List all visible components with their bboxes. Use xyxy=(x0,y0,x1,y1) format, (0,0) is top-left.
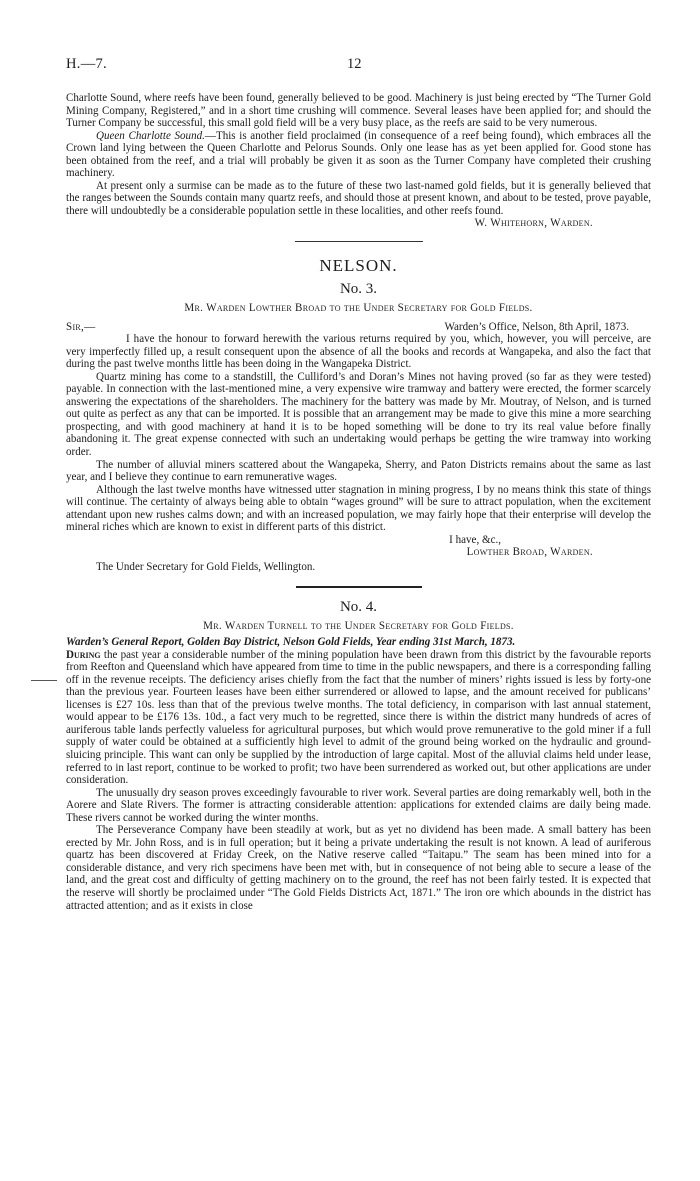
no4-section xyxy=(66,598,651,913)
closing: I have, &c., xyxy=(449,533,501,546)
paragraph: The unusually dry season proves exceedingly favourable to river work. Several parties are doing remarkably well, both in the Aorere and Slate Rivers. The former is attracting considerable attention: applications for extended claims are daily being made. These rivers cannot be worked during the winter months. xyxy=(66,786,651,824)
paragraph: I have the honour to forward herewith the various returns required by you, which, however, you will perceive, are very imperfectly filled up, a result consequent upon the absence of all the books and records at Wangapeka, and also the fact that during the past twelve months little has been doing in the Wangapeka District. xyxy=(66,333,651,371)
page-header xyxy=(66,58,651,92)
margin-mark xyxy=(31,680,57,681)
intro-section xyxy=(66,92,651,230)
section-divider xyxy=(296,586,422,588)
paragraph: At present only a surmise can be made as to the future of these two last-named gold fields, but it is generally believed that the ranges between the Sounds contain many quartz reefs, and should those at present known, and about to be tested, prove payable, there will undoubtedly be a considerable population settle in these localities, and other reefs found. xyxy=(66,179,651,217)
paragraph: Although the last twelve months have witnessed utter stagnation in mining progress, I by no means think this state of things will continue. The certainty of always being able to obtain “wages ground” will be sure to attract population, when the excitement attendant upon new rushes calms down; and with an increased population, we may fairly hope that their enterprise will develop the mineral riches which are known to exist in different parts of this district. xyxy=(66,483,651,534)
report-title: Warden’s General Report, Golden Bay District, Nelson Gold Fields, Year ending 31st March, 1873. xyxy=(66,636,516,649)
salutation: Sir,— xyxy=(66,320,96,333)
office-date: Warden’s Office, Nelson, 8th April, 1873. xyxy=(444,320,629,333)
addressee: The Under Secretary for Gold Fields, Wellington. xyxy=(96,560,316,573)
lead-word: During xyxy=(66,648,101,661)
section-title: NELSON. xyxy=(319,256,398,276)
letter-heading xyxy=(66,321,651,334)
paragraph: The Perseverance Company have been steadily at work, but as yet no dividend has been made. A small battery has been erected by Mr. John Ross, and is in full operation; but it being a private undertaking the result is not known. A lead of auriferous quartz has been discovered at Friday Creek, on the Native reserve called “Taitapu.” The seam has been mined into for a considerable distance, and very rich specimens have been met with, but in consequence of not being able to secure a lease of the land, and the great cost and difficulty of getting machinery on to the ground, the reef has not been fairly tested. It is expected that the reserve will shortly be proclaimed under “The Gold Fields Districts Act, 1871.” The iron ore which abounds in the district has attracted attention; and as it exists in close xyxy=(66,824,651,912)
letter-route: Mr. Warden Lowther Broad to the Under Secretary for Gold Fields. xyxy=(184,302,533,315)
nelson-section xyxy=(66,256,651,573)
paragraph xyxy=(66,130,651,180)
paragraph: Charlotte Sound, where reefs have been found, generally believed to be good. Machinery is just being erected by “The Turner Gold Mining Company, Registered,” and in a short time crushing will commence. Several leases have been applied for; and should the Turner Company be successful, this small gold field will be a very busy place, as the reefs are said to be very numerous. xyxy=(66,92,651,130)
signature: Lowther Broad, Warden. xyxy=(466,546,593,559)
document-reference: H.—7. xyxy=(66,56,107,72)
page-number: 12 xyxy=(347,56,362,72)
section-number: No. 4. xyxy=(339,598,378,615)
paragraph: Quartz mining has come to a standstill, the Culliford’s and Doran’s Mines not having proved (so far as they were tested) payable. In connection with the last-mentioned mine, a very expensive wire tramway and battery were erected, the former scarcely answering the expectations of the shareholders. The machinery for the battery was made by Mr. Moutray, of Nelson, and is turned out quite as perfect as any that can be imported. It is possible that an arrangement may be made to give this mine a more searching prospecting, and with good machinery at hand it is to be hoped something will be done to try its real value before finally abandoning it. The great expense connected with such an undertaking would perhaps be getting the wire tramway into working order. xyxy=(66,370,651,459)
paragraph: The number of alluvial miners scattered about the Wangapeka, Sherry, and Paton Districts remains about the same as last year, and I believe they continue to earn remunerative wages. xyxy=(66,458,651,484)
signature: W. Whitehorn, Warden. xyxy=(474,217,593,230)
paragraph xyxy=(66,649,651,787)
paragraph-label: Queen Charlotte Sound. xyxy=(96,129,205,142)
paragraph-text: —This is another field proclaimed (in consequence of a reef being found), which embraces all the Crown land lying between the Queen Charlotte and Pelorus Sounds. Only one lease has as yet been applied for. Good stone has been obtained from the reef, and a trial will probably be given it as soon as the Turner Company have completed their crushing machinery. xyxy=(66,129,651,180)
section-divider xyxy=(295,241,423,242)
paragraph-text: the past year a considerable number of the mining population have been drawn from this district by the favourable reports from Reefton and Queensland which have appeared from time to time in the public newspapers, and there is a corresponding falling off in the revenue receipts. The deficiency arises chiefly from the fact that the number of miners’ rights issued is less by forty-one than the previous year. Fourteen leases have been either surrendered or allowed to lapse, and the amount received for publicans’ licenses is £27 10s. less than that of the previous twelve months. The total deficiency, in comparison with last annual statement, would appear to be £176 13s. 10d., a fact very much to be regretted, since there is within the district many hundreds of acres of auriferous table lands perfectly valueless for agricultural purposes, but which would prove remunerative to the gold miner if a full supply of water could be obtained at a sufficiently high level to admit of the ground being worked on the hydraulic and ground-sluicing principle. This want can only be supplied by the introduction of large capital. Most of the alluvial claims held under lease, referred to in last report, continue to be worked to profit; two have been surrendered as worked out, but other applications are under consideration. xyxy=(66,648,651,787)
section-number: No. 3. xyxy=(339,281,378,298)
letter-route: Mr. Warden Turnell to the Under Secretary for Gold Fields. xyxy=(203,619,514,632)
